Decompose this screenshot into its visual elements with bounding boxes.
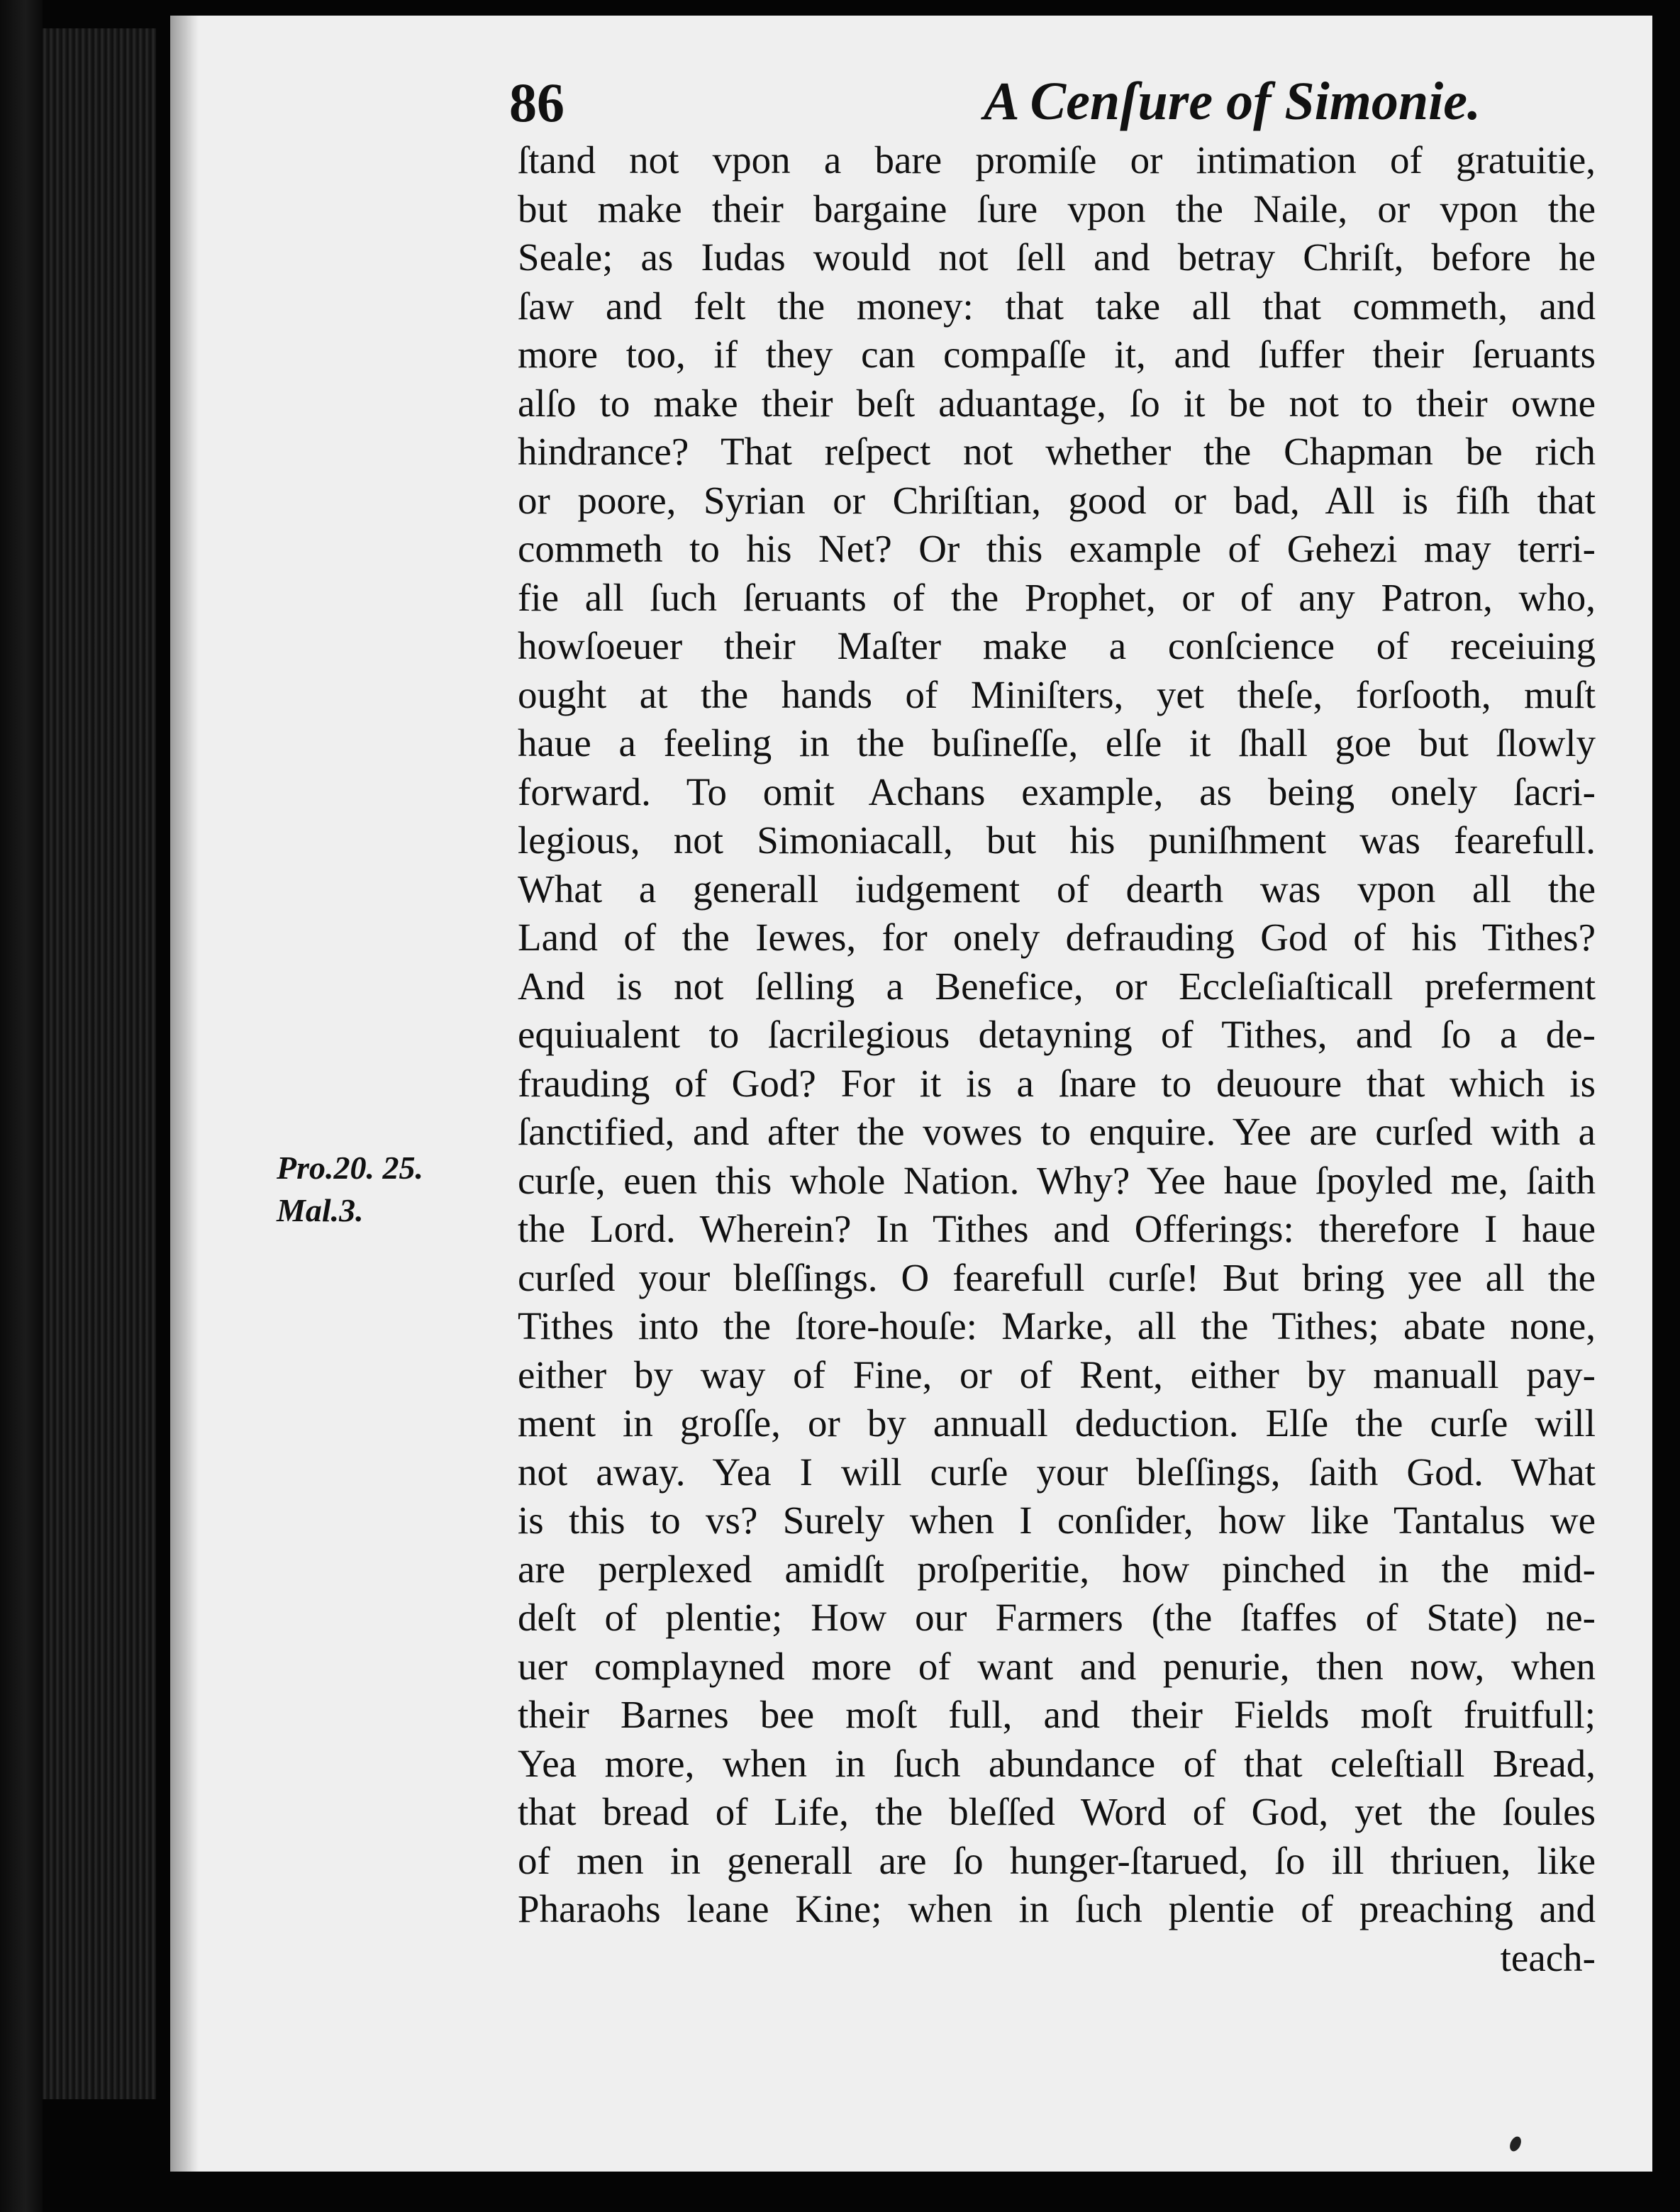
page-number: 86 — [509, 72, 564, 133]
margin-note: Pro.20. 25. — [277, 1150, 423, 1186]
text-line: that bread of Life, the bleſſed Word of God, yet the ſoules — [518, 1790, 1596, 1833]
text-line: ought at the hands of Miniſters, yet theſe, forſooth, muſt — [518, 672, 1596, 716]
body-text — [518, 136, 1596, 1982]
text-line: fie all ſuch ſeruants of the Prophet, or of any Patron, who, — [518, 575, 1596, 619]
text-line: alſo to make their beſt aduantage, ſo it be not to their owne — [518, 381, 1596, 425]
text-line: curſe, euen this whole Nation. Why? Yee haue ſpoyled me, ſaith — [518, 1158, 1596, 1202]
text-line: is this to vs? Surely when I conſider, how like Tantalus we — [518, 1499, 1596, 1542]
text-line: hindrance? That reſpect not whether the Chapman be rich — [518, 430, 1596, 473]
text-line: frauding of God? For it is a ſnare to deuoure that which is — [518, 1061, 1596, 1105]
text-line: teach- — [1500, 1935, 1596, 1979]
text-line: but make their bargaine ſure vpon the Naile, or vpon the — [518, 187, 1596, 230]
text-line: ſaw and felt the money: that take all that commeth, and — [518, 284, 1596, 328]
book-page — [170, 16, 1652, 2172]
text-line: of men in generall are ſo hunger-ſtarued, ſo ill thriuen, like — [518, 1838, 1596, 1882]
text-line: uer complayned more of want and penurie, then now, when — [518, 1644, 1596, 1688]
text-line: Tithes into the ſtore-houſe: Marke, all the Tithes; abate none, — [518, 1304, 1596, 1347]
ink-speck — [1508, 2135, 1523, 2153]
text-line: curſed your bleſſings. O fearefull curſe! But bring yee all the — [518, 1255, 1596, 1299]
text-line: forward. To omit Achans example, as being onely ſacri- — [518, 769, 1596, 813]
text-line: the Lord. Wherein? In Tithes and Offerings: therefore I haue — [518, 1207, 1596, 1250]
margin-note: Mal.3. — [277, 1192, 364, 1228]
text-line: And is not ſelling a Benefice, or Eccleſiaſticall preferment — [518, 964, 1596, 1008]
text-line: not away. Yea I will curſe your bleſſings, ſaith God. What — [518, 1450, 1596, 1494]
text-line: their Barnes bee moſt full, and their Fields moſt fruitfull; — [518, 1693, 1596, 1736]
text-line: Pharaohs leane Kine; when in ſuch plentie of preaching and — [518, 1887, 1596, 1930]
running-title: A Cenſure of Simonie. — [984, 72, 1481, 131]
text-line: Yea more, when in ſuch abundance of that celeſtiall Bread, — [518, 1741, 1596, 1785]
text-line: legious, not Simoniacall, but his puniſhment was fearefull. — [518, 818, 1596, 862]
text-line: are perplexed amidſt proſperitie, how pinched in the mid- — [518, 1547, 1596, 1591]
text-line: equiualent to ſacrilegious detayning of Tithes, and ſo a de- — [518, 1013, 1596, 1056]
text-line: more too, if they can compaſſe it, and ſuffer their ſeruants — [518, 333, 1596, 376]
text-line: ſtand not vpon a bare promiſe or intimation of gratuitie, — [518, 138, 1596, 182]
text-line: commeth to his Net? Or this example of Gehezi may terri- — [518, 527, 1596, 570]
text-line: haue a feeling in the buſineſſe, elſe it ſhall goe but ſlowly — [518, 721, 1596, 765]
book-spine — [0, 0, 43, 2212]
text-line: or poore, Syrian or Chriſtian, good or bad, All is fiſh that — [518, 478, 1596, 522]
text-line: ment in groſſe, or by annuall deduction. Elſe the curſe will — [518, 1401, 1596, 1445]
text-line: howſoeuer their Maſter make a conſcience of receiuing — [518, 624, 1596, 667]
text-line: What a generall iudgement of dearth was vpon all the — [518, 867, 1596, 911]
text-line: Land of the Iewes, for onely defrauding God of his Tithes? — [518, 916, 1596, 959]
text-line: Seale; as Iudas would not ſell and betray Chriſt, before he — [518, 235, 1596, 279]
text-line: deſt of plentie; How our Farmers (the ſtaffes of State) ne- — [518, 1596, 1596, 1639]
text-line: either by way of Fine, or of Rent, either by manuall pay- — [518, 1352, 1596, 1396]
margin-notes — [277, 1147, 423, 1232]
text-line: ſanctified, and after the vowes to enquire. Yee are curſed with a — [518, 1110, 1596, 1153]
page-edges — [43, 28, 156, 2099]
